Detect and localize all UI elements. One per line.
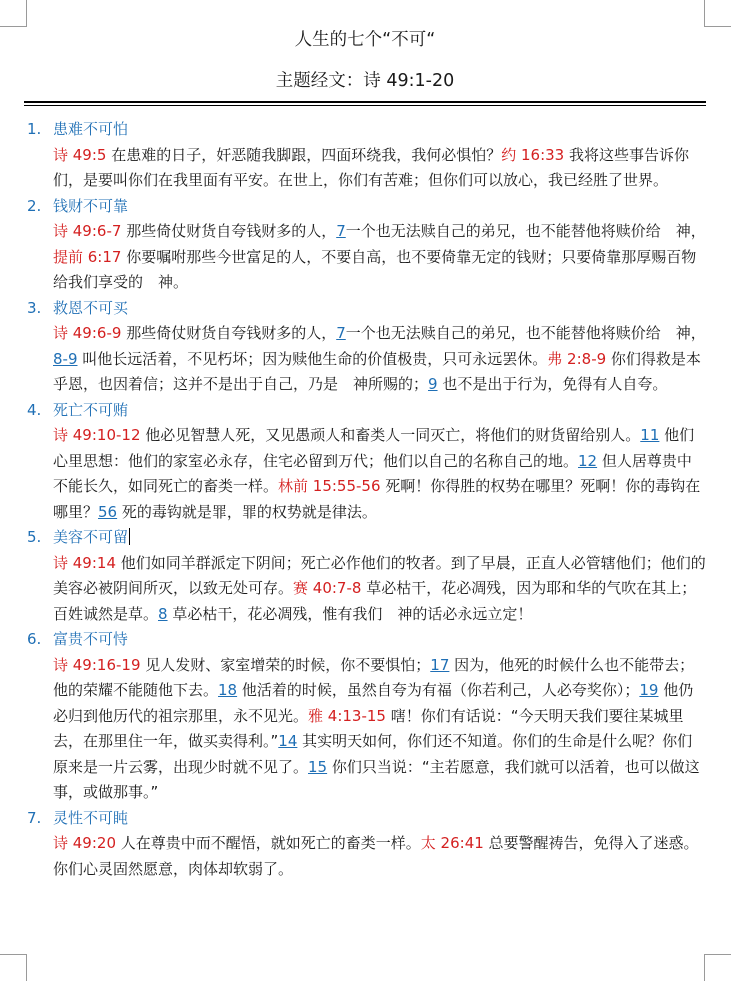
section-body xyxy=(53,423,706,525)
header-rule-thick xyxy=(24,101,706,103)
verse-text: 他活着的时候，虽然自夸为有福（你若利己，人必夸奖你）； xyxy=(237,681,640,699)
sections-list xyxy=(24,117,706,882)
section-number: 4. xyxy=(27,400,42,419)
verse-text: 你们只当说：“主若愿意，我们就可以活着，也可以做这事，或做那事。” xyxy=(53,757,700,801)
verse-number-link[interactable]: 14 xyxy=(278,732,298,750)
verse-number-link[interactable]: 7 xyxy=(336,222,346,240)
section-number: 1. xyxy=(27,120,42,138)
verse-text: 总要警醒祷告，免得入了迷惑。你们心灵固然愿意，肉体却软弱了。 xyxy=(53,834,699,878)
verse-text: 那些倚仗财货自夸钱财多的人， xyxy=(121,222,337,240)
verse-text: 我将这些事告诉你们，是要叫你们在我里面有平安。在世上，你们有苦难；但你们可以放心，我已经胜了世界。 xyxy=(53,145,690,189)
verse-number-link[interactable]: 9 xyxy=(428,375,438,393)
section-heading: 钱财不可靠 xyxy=(53,196,129,215)
section-body xyxy=(53,831,706,882)
verse-text: 草必枯干，花必凋残，惟有我们 神的话必永远立定！ xyxy=(167,604,533,623)
verse-text: 你要嘱咐那些今世富足的人，不要自高，也不要倚靠无定的钱财；只要倚靠那厚赐百物给我们享受的 神。 xyxy=(53,247,697,291)
document-subtitle: 主题经文：诗 49:1-20 xyxy=(275,71,455,91)
verse-text: 死的毒钩就是罪，罪的权势就是律法。 xyxy=(117,502,377,521)
verse-text: 一个也无法赎自己的弟兄，也不能替他将赎价给 神， xyxy=(345,222,706,240)
scripture-reference: 赛 40:7-8 xyxy=(293,579,362,597)
crop-mark-bottom-right xyxy=(704,954,731,981)
section-body xyxy=(53,219,706,296)
scripture-reference: 约 16:33 xyxy=(501,145,565,164)
verse-number-link[interactable]: 7 xyxy=(336,324,346,342)
section-5 xyxy=(24,525,706,627)
crop-mark-bottom-left xyxy=(0,954,27,981)
scripture-reference: 林前 15:55-56 xyxy=(278,477,381,495)
scripture-reference: 太 26:41 xyxy=(420,834,484,852)
section-body xyxy=(53,551,706,628)
scripture-reference: 诗 49:5 xyxy=(53,145,107,164)
verse-text: 但人居尊贵中不能长久，如同死亡的畜类一样。 xyxy=(53,451,692,495)
scripture-reference: 提前 6:17 xyxy=(53,247,122,266)
scripture-reference: 诗 49:10-12 xyxy=(53,426,141,444)
scripture-reference: 雅 4:13-15 xyxy=(308,706,386,725)
scripture-reference: 弗 2:8-9 xyxy=(547,349,607,368)
section-body xyxy=(53,143,706,194)
verse-text: 也不是出于行为，免得有人自夸。 xyxy=(437,375,668,393)
verse-text: 草必枯干，花必凋残，因为耶和华的气吹在其上；百姓诚然是草。 xyxy=(53,579,697,623)
verse-number-link[interactable]: 8 xyxy=(158,604,168,623)
document-page xyxy=(24,26,706,882)
verse-text: 人在尊贵中而不醒悟，就如死亡的畜类一样。 xyxy=(116,834,421,852)
verse-number-link[interactable]: 12 xyxy=(578,451,598,470)
verse-number-link[interactable]: 15 xyxy=(308,757,328,776)
section-heading: 灵性不可盹 xyxy=(53,808,129,827)
section-heading: 患难不可怕 xyxy=(53,120,129,138)
section-7 xyxy=(24,806,706,883)
verse-number-link[interactable]: 11 xyxy=(640,426,660,444)
verse-number-link[interactable]: 18 xyxy=(218,681,238,699)
scripture-reference: 诗 49:20 xyxy=(53,834,116,852)
scripture-reference: 诗 49:6-9 xyxy=(53,324,122,342)
scripture-reference: 诗 49:6-7 xyxy=(53,222,122,240)
section-heading: 救恩不可买 xyxy=(53,298,129,317)
section-2 xyxy=(24,194,706,296)
verse-text: 见人发财、家室增荣的时候，你不要惧怕； xyxy=(140,655,431,674)
section-heading: 富贵不可恃 xyxy=(53,630,129,648)
section-number: 3. xyxy=(27,298,42,317)
verse-text: 你们得救是本乎恩，也因着信；这并不是出于自己，乃是 神所赐的； xyxy=(53,349,701,393)
section-1 xyxy=(24,117,706,194)
document-title: 人生的七个“不可“ xyxy=(294,30,436,50)
section-number: 7. xyxy=(27,808,42,827)
scripture-reference: 诗 49:14 xyxy=(53,553,116,572)
text-cursor xyxy=(129,528,130,545)
section-number: 2. xyxy=(27,196,42,215)
section-body xyxy=(53,653,706,806)
section-number: 5. xyxy=(27,528,42,546)
verse-text: 他必见智慧人死，又见愚顽人和畜类人一同灭亡，将他们的财货留给别人。 xyxy=(140,426,641,444)
verse-text: 嗐！你们有话说：“今天明天我们要往某城里去，在那里住一年，做买卖得利。” xyxy=(53,706,684,750)
verse-number-link[interactable]: 8-9 xyxy=(53,349,78,368)
section-3 xyxy=(24,296,706,398)
section-heading: 美容不可留 xyxy=(53,528,129,546)
section-number: 6. xyxy=(27,630,42,648)
crop-mark-top-left xyxy=(0,0,27,27)
section-body xyxy=(53,321,706,398)
crop-mark-top-right xyxy=(704,0,731,27)
verse-text: 他仍必归到他历代的祖宗那里，永不见光。 xyxy=(53,681,694,725)
section-4 xyxy=(24,398,706,526)
verse-text: 其实明天如何，你们还不知道。你们的生命是什么呢？你们原来是一片云雾，出现少时就不见了。 xyxy=(53,732,693,776)
header-rule-thin xyxy=(24,105,706,106)
verse-text: 因为，他死的时候什么也不能带去；他的荣耀不能随他下去。 xyxy=(53,655,695,699)
verse-text: 他们心里思想：他们的家室必永存，住宅必留到万代；他们以自己的名称自己的地。 xyxy=(53,426,695,470)
verse-text: 一个也无法赎自己的弟兄，也不能替他将赎价给 神， xyxy=(345,324,706,342)
verse-text: 叫他长远活着，不见朽坏；因为赎他生命的价值极贵，只可永远罢休。 xyxy=(77,349,548,368)
verse-text: 他们如同羊群派定下阴间；死亡必作他们的牧者。到了早晨，正直人必管辖他们；他们的美容必被阴间所灭，以致无处可存。 xyxy=(53,553,706,597)
section-heading: 死亡不可贿 xyxy=(53,400,129,419)
section-6 xyxy=(24,627,706,806)
scripture-reference: 诗 49:16-19 xyxy=(53,655,141,674)
verse-text: 那些倚仗财货自夸钱财多的人， xyxy=(121,324,337,342)
verse-text: 在患难的日子，奸恶随我脚跟，四面环绕我，我何必惧怕？ xyxy=(106,145,502,164)
verse-number-link[interactable]: 17 xyxy=(430,655,450,674)
verse-number-link[interactable]: 56 xyxy=(98,502,118,521)
verse-text: 死啊！你得胜的权势在哪里？死啊！你的毒钩在哪里？ xyxy=(53,477,701,521)
verse-number-link[interactable]: 19 xyxy=(639,681,659,699)
